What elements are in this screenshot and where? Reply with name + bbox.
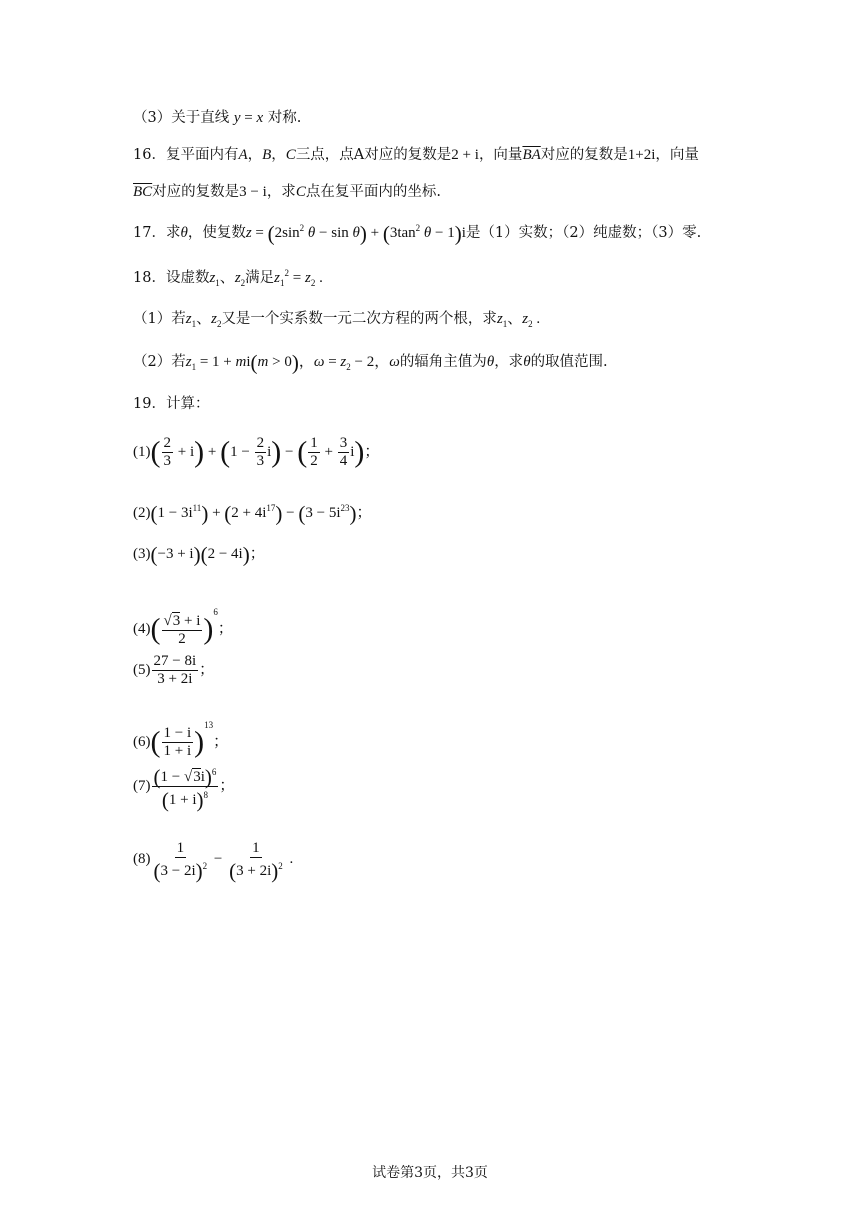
q19-item-6: (6)( $\frac{1 - i}{1 + i}$ )$^{13}$； <box>133 720 229 760</box>
q15-part3: （3）关于直线 y = x 对称. <box>133 110 302 126</box>
q19-title: 19．计算： <box>133 396 210 412</box>
q19-item-8: (8) $\frac{1}{(3 - 2i)^2}$ − $\frac{1}{(3 + 2i)^2}$ . <box>133 839 294 883</box>
math-line-eq: y <box>233 110 241 126</box>
q19-item-2: $(2)(1 - 3i^{11}) + (2 + 4i^{17}) - (3 - 5i^{23})$； <box>133 501 372 526</box>
q18-part1: （1）若$z_1$、$z_2$又是一个实系数一元二次方程的两个根，求$z_1$、$z_2$ . <box>133 311 541 329</box>
vector-ba: $\overline{BA}$ <box>522 147 541 163</box>
math-z-expr: $z = (2\sin^2$ $\theta - \sin \theta) + (3\tan^2$ θ − 1)i <box>245 221 466 246</box>
q16-line1: 16．复平面内有A，B，C三点，点A对应的复数是2 + i，向量$\overline{BA}$对应的复数是1+2i，向量 <box>133 147 699 163</box>
q19-item-7: (7) $\frac{(1 - √3i)^6}{(1 + i)^8}$ ； <box>133 765 235 813</box>
page-footer: 试卷第3页，共3页 <box>372 1165 488 1181</box>
q19-item-3: (3)(−3 + i)(2 − 4i)； <box>133 542 265 567</box>
q19-item-5: (5) $\frac{27 - 8i}{3 + 2i}$ ； <box>133 653 215 688</box>
q17: 17．求θ，使复数$z = (2\sin^2$ $\theta - \sin \theta) + (3\tan^2$ θ − 1)i是（1）实数；（2）纯虚数；（3）零. <box>133 221 702 246</box>
q19-item-4: (4)( $\frac{√3 + i}{2}$ )$^6$； <box>133 607 233 647</box>
vector-bc: $\overline{BC}$ <box>133 184 153 200</box>
q19-item-1: (1)( $\frac{2}{3}$ + i) + (1 − $\frac{2}{3}$ i) − ( $\frac{1}{2}$ + $\frac{3}{4}$ i)； <box>133 435 380 470</box>
q18-part2: （2）若$z_1 = 1 + mi(m > 0)$，$\omega = z_2 - 2$，ω的辐角主值为θ，求θ的取值范围. <box>133 350 608 375</box>
q18: 18．设虚数$z_1$、$z_2$满足$z_1^2 = z_2$ . <box>133 268 323 288</box>
q16-line2: $\overline{BC}$对应的复数是3 − i，求C点在复平面内的坐标. <box>133 184 441 200</box>
